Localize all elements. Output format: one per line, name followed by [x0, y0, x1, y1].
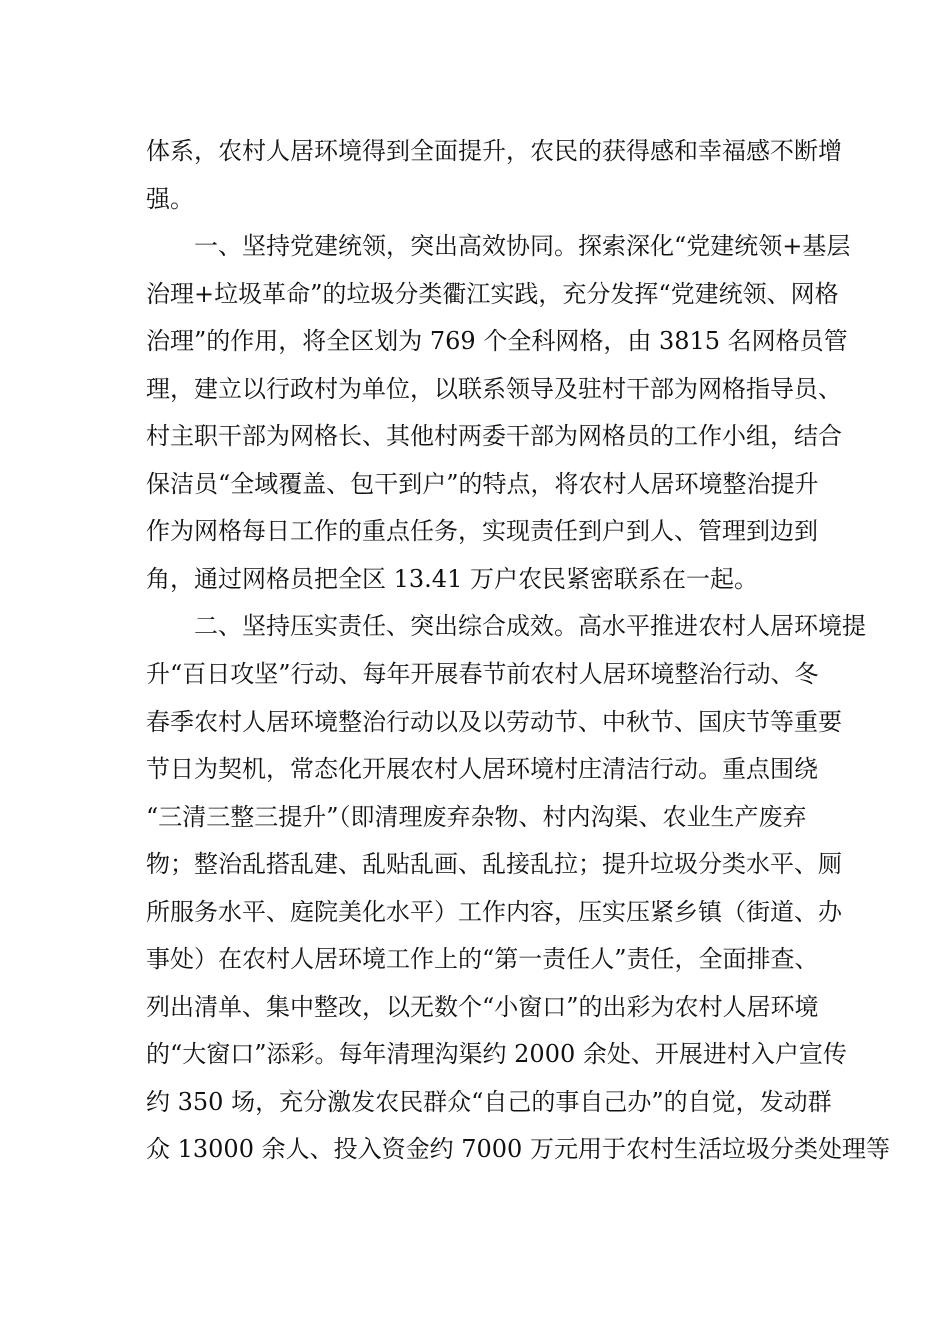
paragraph-line: 保洁员“全域覆盖、包干到户”的特点，将农村人居环境整治提升: [146, 469, 819, 498]
paragraph-line: 角，通过网格员把全区 13.41 万户农民紧密联系在一起。: [146, 564, 758, 593]
paragraph-line: 物；整治乱搭乱建、乱贴乱画、乱接乱拉；提升垃圾分类水平、厕: [146, 850, 842, 879]
paragraph-line: 节日为契机，常态化开展农村人居环境村庄清洁行动。重点围绕: [146, 755, 818, 784]
body-text: [146, 128, 890, 1174]
paragraph-line: 村主职干部为网格长、其他村两委干部为网格员的工作小组，结合: [146, 422, 842, 451]
paragraph-line: 春季农村人居环境整治行动以及以劳动节、中秋节、国庆节等重要: [146, 707, 842, 736]
paragraph-line: 事处）在农村人居环境工作上的“第一责任人”责任，全面排查、: [146, 945, 819, 974]
paragraph-line: 强。: [146, 184, 194, 213]
paragraph-line: 约 350 场，充分激发农民群众“自己的事自己办”的自觉，发动群: [146, 1087, 832, 1116]
paragraph-line: 作为网格每日工作的重点任务，实现责任到户到人、管理到边到: [146, 517, 818, 546]
paragraph-line: 升“百日攻坚”行动、每年开展春节前农村人居环境整治行动、冬: [146, 660, 819, 689]
paragraph-line: 理，建立以行政村为单位，以联系领导及驻村干部为网格指导员、: [146, 374, 842, 403]
paragraph-line: 二、坚持压实责任、突出综合成效。高水平推进农村人居环境提: [194, 612, 866, 641]
paragraph-line: 的“大窗口”添彩。每年清理沟渠约 2000 余处、开展进村入户宣传: [146, 1040, 847, 1069]
paragraph-line: 一、坚持党建统领，突出高效协同。探索深化“党建统领+基层: [194, 232, 851, 261]
paragraph-line: “三清三整三提升”（即清理废弃杂物、村内沟渠、农业生产废弃: [146, 802, 807, 831]
paragraph-line: 列出清单、集中整改，以无数个“小窗口”的出彩为农村人居环境: [146, 992, 819, 1021]
paragraph-line: 治理”的作用，将全区划为 769 个全科网格，由 3815 名网格员管: [146, 327, 848, 356]
paragraph-line: 众 13000 余人、投入资金约 7000 万元用于农村生活垃圾分类处理等: [146, 1135, 890, 1164]
paragraph-line: 治理+垃圾革命”的垃圾分类衢江实践，充分发挥“党建统领、网格: [146, 279, 839, 308]
paragraph-line: 所服务水平、庭院美化水平）工作内容，压实压紧乡镇（街道、办: [146, 897, 842, 926]
paragraph-line: 体系，农村人居环境得到全面提升，农民的获得感和幸福感不断增: [146, 137, 842, 165]
